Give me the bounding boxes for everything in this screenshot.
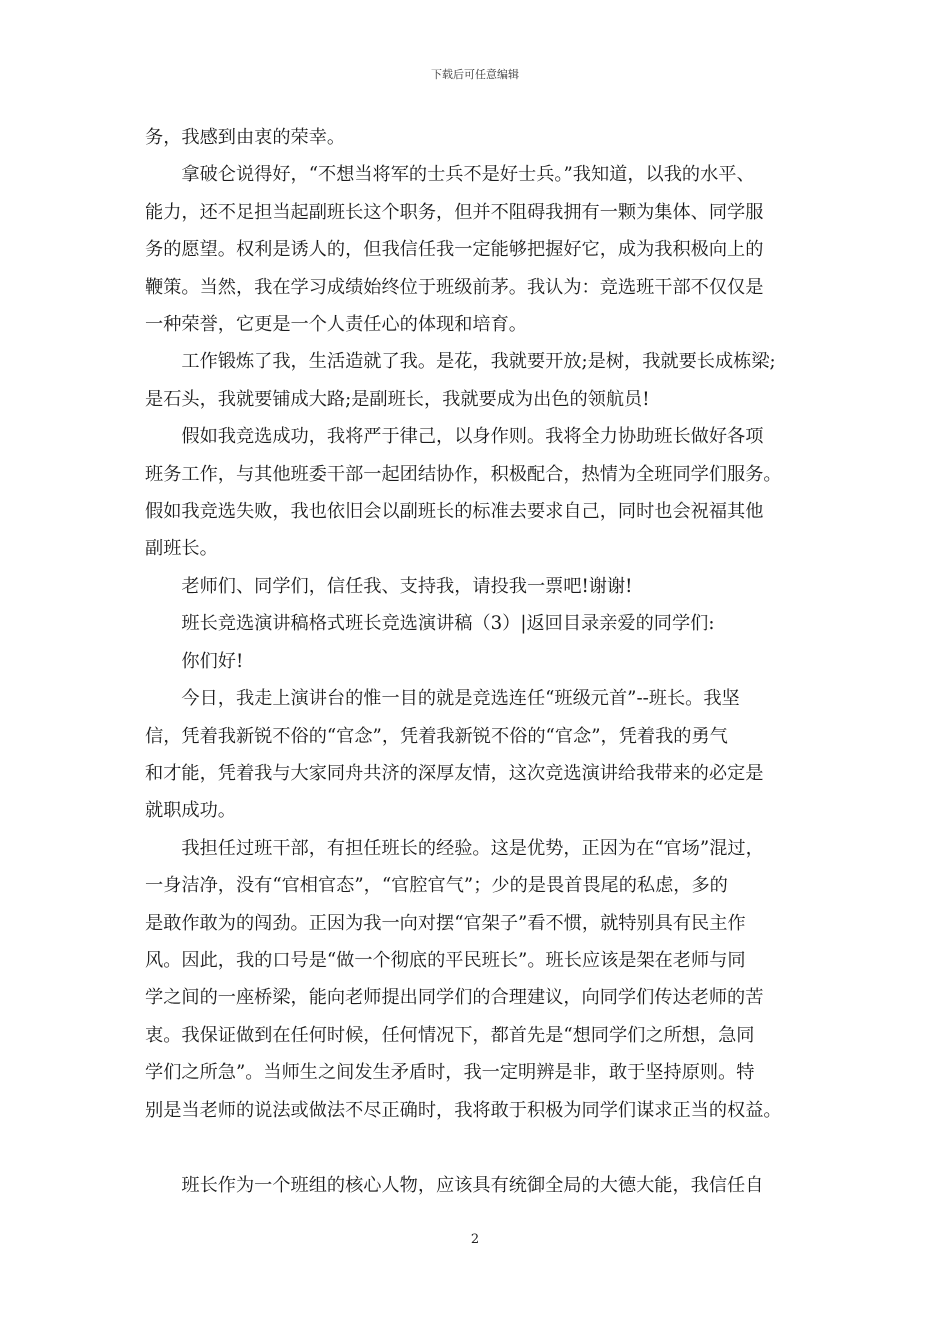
text-line: 班长竞选演讲稿格式班长竞选演讲稿（3）|返回目录亲爱的同学们: <box>145 613 715 635</box>
text-line: 今日，我走上演讲台的惟一目的就是竞选连任“班级元首”--班长。我坚 <box>145 688 740 710</box>
paragraph-gap <box>145 1129 805 1167</box>
text-line: 假如我竞选成功，我将严于律己，以身作则。我将全力协助班长做好各项 <box>145 426 764 448</box>
document-body <box>145 119 805 1204</box>
text-line: 信，凭着我新锐不俗的“官念”，凭着我新锐不俗的“官念”，凭着我的勇气 <box>145 725 728 747</box>
text-line: 副班长。 <box>145 538 218 560</box>
text-line: 假如我竞选失败，我也依旧会以副班长的标准去要求自己，同时也会祝福其他 <box>145 501 764 523</box>
text-line: 学之间的一座桥梁，能向老师提出同学们的合理建议，向同学们传达老师的苦 <box>145 987 764 1009</box>
text-line: 就职成功。 <box>145 800 236 822</box>
text-line: 工作锻炼了我，生活造就了我。是花，我就要开放;是树，我就要长成栋梁; <box>145 351 776 373</box>
text-line: 学们之所急”。当师生之间发生矛盾时，我一定明辨是非，敢于坚持原则。特 <box>145 1062 755 1084</box>
text-line: 班长作为一个班组的核心人物，应该具有统御全局的大德大能，我信任自 <box>145 1174 764 1196</box>
text-line: 我担任过班干部，有担任班长的经验。这是优势，正因为在“官场”混过， <box>145 837 764 859</box>
text-line: 拿破仑说得好，“不想当将军的士兵不是好士兵。”我知道，以我的水平、 <box>145 164 755 186</box>
text-line: 你们好! <box>145 650 244 672</box>
text-line: 老师们、同学们，信任我、支持我，请投我一票吧!谢谢! <box>145 575 633 597</box>
text-line: 衷。我保证做到在任何时候，任何情况下，都首先是“想同学们之所想，急同 <box>145 1024 755 1046</box>
text-line: 一身洁净，没有“官相官态”，“官腔官气”；少的是畏首畏尾的私虑，多的 <box>145 875 728 897</box>
text-line: 是敢作敢为的闯劲。正因为我一向对摆“官架子”看不惯，就特别具有民主作 <box>145 912 746 934</box>
text-line: 和才能，凭着我与大家同舟共济的深厚友情，这次竞选演讲给我带来的必定是 <box>145 762 764 784</box>
page-number: 2 <box>470 1232 480 1247</box>
page-header: 下载后可任意编辑 <box>431 68 519 81</box>
text-line: 务的愿望。权利是诱人的，但我信任我一定能够把握好它，成为我积极向上的 <box>145 239 764 261</box>
text-line: 一种荣誉，它更是一个人责任心的体现和培育。 <box>145 314 527 336</box>
text-line: 是石头，我就要铺成大路;是副班长，我就要成为出色的领航员! <box>145 388 650 410</box>
text-line: 风。因此，我的口号是“做一个彻底的平民班长”。班长应该是架在老师与同 <box>145 949 746 971</box>
text-line: 别是当老师的说法或做法不尽正确时，我将敢于积极为同学们谋求正当的权益。 <box>145 1099 782 1121</box>
text-line: 鞭策。当然，我在学习成绩始终位于班级前茅。我认为：竞选班干部不仅仅是 <box>145 276 764 298</box>
text-line: 班务工作，与其他班委干部一起团结协作，积极配合，热情为全班同学们服务。 <box>145 463 782 485</box>
text-line: 能力，还不足担当起副班长这个职务，但并不阻碍我拥有一颗为集体、同学服 <box>145 201 764 223</box>
text-line: 务，我感到由衷的荣幸。 <box>145 127 346 148</box>
